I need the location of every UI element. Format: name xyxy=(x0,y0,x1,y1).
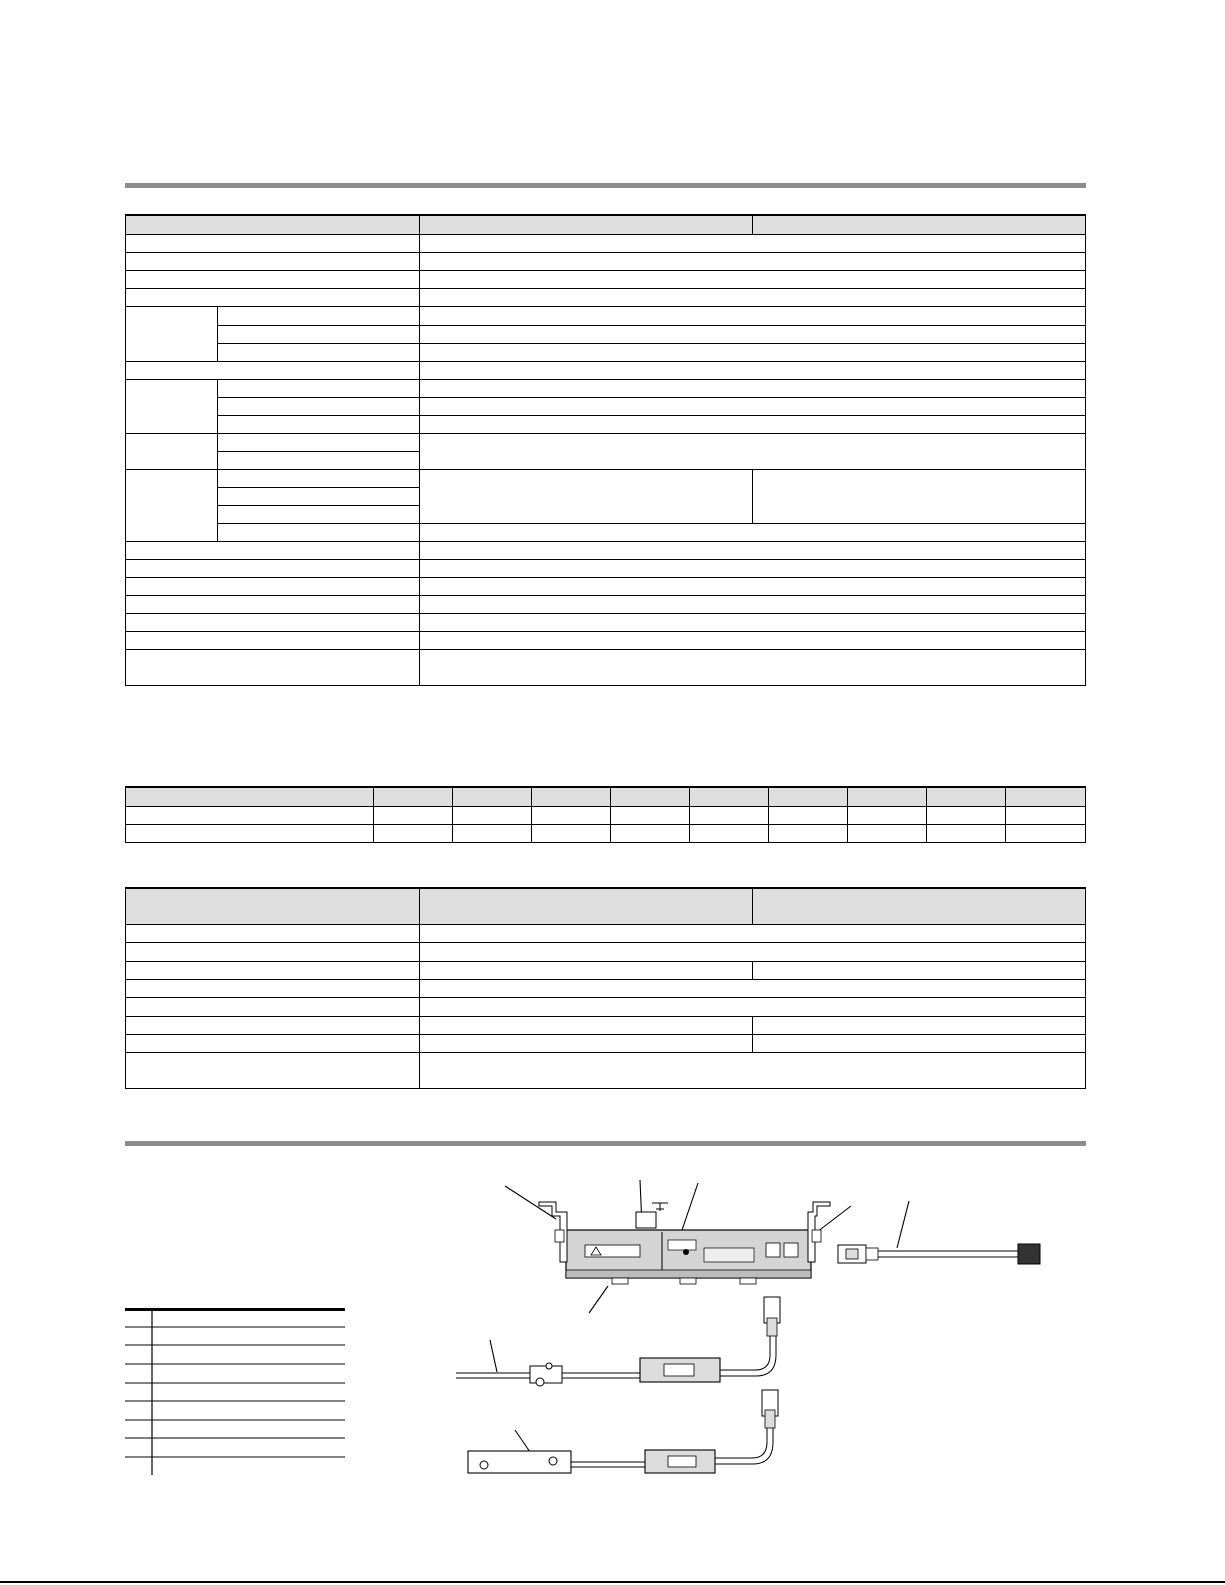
table-cell xyxy=(769,824,848,842)
table-cell xyxy=(218,379,420,397)
table-cell xyxy=(218,306,420,325)
table-row xyxy=(126,942,1086,961)
table-cell xyxy=(611,806,690,824)
page-bottom-rule xyxy=(0,1581,1225,1583)
table-header-row xyxy=(126,215,1086,234)
table-row xyxy=(126,234,1086,252)
table-cell xyxy=(126,613,420,631)
table-cell xyxy=(420,1034,753,1052)
table-cell xyxy=(126,888,420,924)
header-cell xyxy=(126,215,420,234)
table-cell xyxy=(1006,824,1086,842)
table-row xyxy=(126,577,1086,595)
table-cell xyxy=(126,924,420,942)
bottom-section-rule xyxy=(125,1141,1086,1146)
table-cell xyxy=(420,961,753,979)
table-cell xyxy=(420,559,1086,577)
table-cell xyxy=(126,288,420,306)
leader-line xyxy=(490,1340,497,1372)
table-row xyxy=(126,433,1086,451)
table-cell xyxy=(420,595,1086,613)
table-cell xyxy=(420,361,1086,379)
table-cell xyxy=(848,824,927,842)
table-row xyxy=(126,469,1086,487)
table-cell xyxy=(126,1016,420,1034)
table-cell xyxy=(420,997,1086,1016)
table-cell xyxy=(126,252,420,270)
table-row xyxy=(126,1034,1086,1052)
table-cell xyxy=(420,234,1086,252)
table-cell xyxy=(126,361,420,379)
table-cell xyxy=(218,433,420,451)
table-cell xyxy=(848,806,927,824)
table-row xyxy=(126,379,1086,397)
table-cell xyxy=(420,379,1086,397)
table-cell xyxy=(690,787,769,806)
table-cell xyxy=(126,577,420,595)
option-table xyxy=(125,887,1086,1089)
table-cell xyxy=(126,379,218,433)
header-cell xyxy=(753,215,1086,234)
table-cell xyxy=(126,306,218,361)
table-row xyxy=(126,924,1086,942)
table-row xyxy=(126,306,1086,325)
leader-line xyxy=(897,1201,909,1248)
table-cell xyxy=(420,942,1086,961)
table-cell xyxy=(126,979,420,997)
sensor-probe xyxy=(456,1297,780,1386)
table-row xyxy=(126,361,1086,379)
table-row xyxy=(126,997,1086,1016)
table-row xyxy=(126,270,1086,288)
table-row xyxy=(126,523,1086,541)
table-row xyxy=(126,252,1086,270)
table-cell xyxy=(927,806,1006,824)
size-table xyxy=(125,786,1086,843)
table-header-row xyxy=(126,888,1086,924)
table-cell xyxy=(690,824,769,842)
table-cell xyxy=(611,787,690,806)
table-row xyxy=(126,397,1086,415)
table-cell xyxy=(420,1052,1086,1088)
table-cell xyxy=(126,541,420,559)
table-cell xyxy=(126,824,374,842)
table-row xyxy=(126,649,1086,685)
table-cell xyxy=(420,415,1086,433)
table-row xyxy=(126,979,1086,997)
table-cell xyxy=(420,979,1086,997)
table-cell xyxy=(126,234,420,252)
table-cell xyxy=(420,541,1086,559)
table-cell xyxy=(420,252,1086,270)
table-cell xyxy=(532,824,611,842)
table-cell xyxy=(753,1034,1086,1052)
table-cell xyxy=(374,824,453,842)
table-row xyxy=(126,1052,1086,1088)
table-cell xyxy=(420,433,1086,469)
table-cell xyxy=(420,306,1086,325)
table-cell xyxy=(420,325,1086,343)
table-cell xyxy=(753,961,1086,979)
table-cell xyxy=(753,1016,1086,1034)
table-cell xyxy=(453,806,532,824)
table-cell xyxy=(218,325,420,343)
table-cell xyxy=(848,787,927,806)
table-cell xyxy=(769,787,848,806)
table-row xyxy=(126,415,1086,433)
table-cell xyxy=(126,433,218,469)
table-cell xyxy=(218,451,420,469)
table-cell xyxy=(126,595,420,613)
table-cell xyxy=(532,806,611,824)
table-header-row xyxy=(126,787,1086,806)
table-cell xyxy=(126,559,420,577)
leader-line xyxy=(589,1286,608,1313)
header-cell xyxy=(420,215,753,234)
table-cell xyxy=(611,824,690,842)
table-cell xyxy=(126,1052,420,1088)
table-cell xyxy=(420,469,753,523)
table-cell xyxy=(420,888,753,924)
leader-line xyxy=(515,1430,530,1452)
table-cell xyxy=(218,469,420,487)
table-cell xyxy=(420,523,1086,541)
table-cell xyxy=(420,631,1086,649)
table-cell xyxy=(927,787,1006,806)
table-row xyxy=(126,343,1086,361)
table-cell xyxy=(126,1034,420,1052)
leader-line xyxy=(817,1206,851,1232)
table-row xyxy=(126,325,1086,343)
table-cell xyxy=(420,924,1086,942)
top-section-rule xyxy=(125,183,1086,188)
table-cell xyxy=(420,577,1086,595)
table-cell xyxy=(453,787,532,806)
table-cell xyxy=(374,806,453,824)
component-illustration xyxy=(430,1168,1070,1478)
table-row xyxy=(126,288,1086,306)
table-cell xyxy=(420,649,1086,685)
table-cell xyxy=(218,505,420,523)
table-cell xyxy=(453,824,532,842)
table-cell xyxy=(420,397,1086,415)
table-row xyxy=(126,559,1086,577)
table-cell xyxy=(126,787,374,806)
table-cell xyxy=(1006,806,1086,824)
table-cell xyxy=(420,270,1086,288)
table-cell xyxy=(690,806,769,824)
table-cell xyxy=(420,1016,753,1034)
table-row xyxy=(126,806,1086,824)
parts-list xyxy=(122,1305,348,1475)
table-cell xyxy=(218,343,420,361)
table-cell xyxy=(126,469,218,541)
table-cell xyxy=(218,415,420,433)
table-cell xyxy=(1006,787,1086,806)
table-cell xyxy=(769,806,848,824)
table-row xyxy=(126,631,1086,649)
table-cell xyxy=(753,469,1086,523)
table-cell xyxy=(126,806,374,824)
table-cell xyxy=(532,787,611,806)
table-cell xyxy=(126,997,420,1016)
table-cell xyxy=(753,888,1086,924)
table-cell xyxy=(927,824,1006,842)
table-row xyxy=(126,824,1086,842)
leader-line xyxy=(680,1183,698,1236)
controller-cable xyxy=(838,1244,1040,1264)
sensor-plate xyxy=(468,1390,778,1473)
table-cell xyxy=(126,942,420,961)
table-cell xyxy=(420,343,1086,361)
table-cell xyxy=(218,397,420,415)
table-row xyxy=(126,961,1086,979)
table-cell xyxy=(218,523,420,541)
table-row xyxy=(126,541,1086,559)
table-cell xyxy=(420,613,1086,631)
table-cell xyxy=(374,787,453,806)
table-cell xyxy=(126,631,420,649)
specification-table xyxy=(125,214,1086,686)
table-cell xyxy=(126,649,420,685)
table-cell xyxy=(420,288,1086,306)
table-cell xyxy=(126,961,420,979)
table-cell xyxy=(218,487,420,505)
table-row xyxy=(126,613,1086,631)
bar-unit xyxy=(539,1202,830,1284)
table-cell xyxy=(126,270,420,288)
table-row xyxy=(126,595,1086,613)
table-row xyxy=(126,1016,1086,1034)
